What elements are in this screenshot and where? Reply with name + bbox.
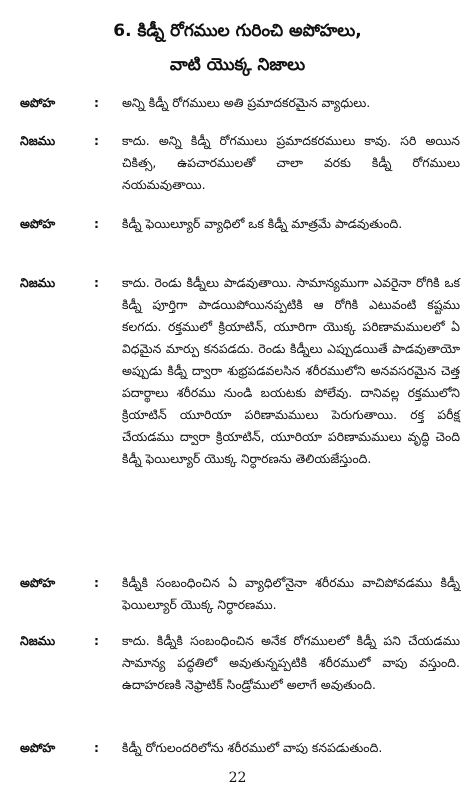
- myth-entry-1: [20, 92, 460, 114]
- entry-term: అపోహ: [20, 95, 56, 110]
- entry-separator: :: [94, 575, 99, 590]
- entry-text: అన్ని కిడ్నీ రోగములు అతి ప్రమాదకరమైన వ్యాధులు.: [122, 95, 371, 110]
- entry-text: కిడ్నీ ఫెయిల్యూర్ వ్యాధిలో ఒక కిడ్నీ మాత్రమే పాడవుతుంది.: [122, 216, 403, 231]
- entry-term: నిజము: [20, 275, 56, 290]
- myth-entry-3: [20, 572, 460, 616]
- entry-term: నిజము: [20, 133, 56, 148]
- page-number: 22: [228, 770, 247, 786]
- entry-term: అపోహ: [20, 740, 56, 755]
- entry-separator: :: [94, 740, 99, 755]
- fact-entry-3: [20, 630, 460, 696]
- entry-text: కాదు. రెండు కిడ్నీలు పాడవుతాయి. సామాన్యముగా ఎవరైనా రోగికి ఒక కిడ్నీ పూర్తిగా పాడయిపోయినప్పటికి ఆ రోగికి ఎటువంటి కష్టము కలగదు. రక్తములో క్రియాటిన్, యూరిగా యొక్క పరిణామములలో ఏ విధమైన మార్పు కనపడదు. రెండు కిడ్నీలు ఎప్పుడయితే పాడవుతాయో అప్పుడు కిడ్నీ ద్వారా శుభ్రపడవలసిన శరీరములోని అనవసరమైన చెత్త పదార్థాలు శరీరము నుండి బయటకు పోలేవు. దానివల్ల రక్తములోని క్రియాటిన్ యూరియా పరిణామములు పెరుగుతాయి. రక్త పరీక్ష చేయడము ద్వారా క్రియాటిన్, యూరియా పరిణామములు వృద్ధి చెంది కిడ్నీ ఫెయిల్యూర్ యొక్క నిర్ధారణను తెలియజేస్తుంది.: [122, 275, 460, 466]
- entry-text: కిడ్నీకి సంబంధించిన ఏ వ్యాధిలోనైనా శరీరము వాచిపోవడము కిడ్నీ ఫెయిల్యూర్ యొక్క నిర్ధారణము.: [122, 575, 460, 612]
- entry-text: కాదు. అన్ని కిడ్నీ రోగములు ప్రమాదకరములు కావు. సరి అయిన చికిత్స, ఉపచారములతో చాలా వరకు కిడ్నీ రోగములు నయమవుతాయి.: [122, 133, 460, 192]
- entry-separator: :: [94, 133, 99, 148]
- entry-separator: :: [94, 275, 99, 290]
- entry-separator: :: [94, 633, 99, 648]
- fact-entry-1: [20, 130, 460, 196]
- fact-entry-2: [20, 272, 460, 470]
- entry-term: నిజము: [20, 633, 56, 648]
- chapter-title-line-2: వాటి యొక్క నిజాలు: [169, 55, 306, 75]
- myth-entry-4: [20, 737, 460, 759]
- entry-separator: :: [94, 95, 99, 110]
- chapter-title-line-1: 6. కిడ్నీ రోగముల గురించి అపోహలు,: [113, 21, 362, 41]
- chapter-heading: [0, 14, 475, 82]
- entry-term: అపోహ: [20, 216, 56, 231]
- myth-entry-2: [20, 213, 460, 235]
- entry-text: కాదు. కిడ్నీకి సంబంధించిన అనేక రోగములలో కిడ్నీ పని చేయడము సామాన్య పద్ధతిలో అవుతున్నప్పటికి శరీరములో వాపు వస్తుంది. ఉదాహరణకి నెఫ్రాటిక్ సిండ్రోములో అలాగే అవుతుంది.: [122, 633, 460, 692]
- entry-separator: :: [94, 216, 99, 231]
- entry-term: అపోహ: [20, 575, 56, 590]
- entry-text: కిడ్నీ రోగులందరిలోను శరీరములో వాపు కనపడుతుంది.: [122, 740, 383, 755]
